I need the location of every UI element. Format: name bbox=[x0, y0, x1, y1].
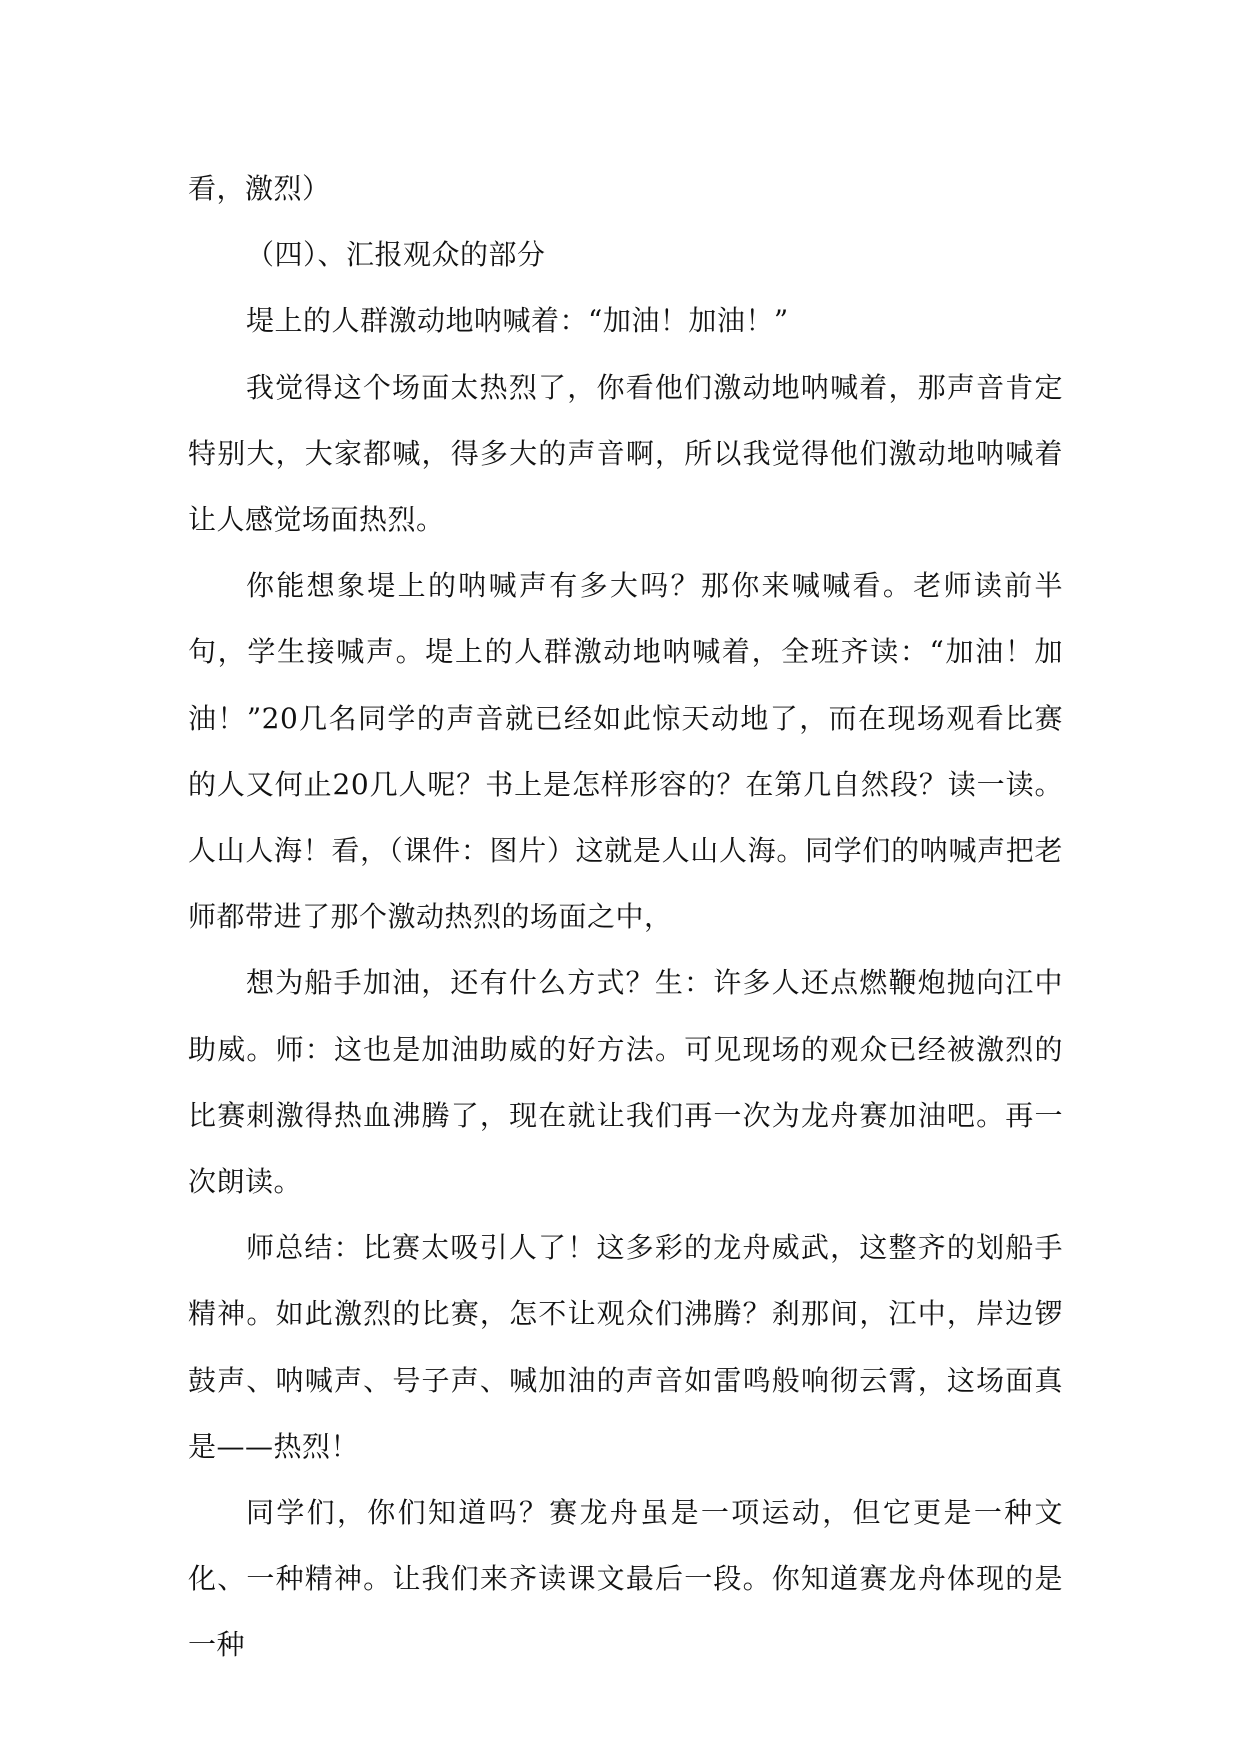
paragraph-continuation: 看，激烈） bbox=[188, 172, 331, 205]
paragraph: 师总结：比赛太吸引人了！这多彩的龙舟威武，这整齐的划船手精神。如此激烈的比赛，怎不让观众们沸腾？刹那间，江中，岸边锣鼓声、呐喊声、号子声、喊加油的声音如雷鸣般响彻云霄，这场面真是——热烈！ bbox=[188, 1231, 1063, 1463]
paragraph-quote: 堤上的人群激动地呐喊着：“加油！加油！” bbox=[246, 304, 789, 338]
section-heading: （四）、汇报观众的部分 bbox=[246, 238, 546, 272]
paragraph: 你能想象堤上的呐喊声有多大吗？那你来喊喊看。老师读前半句，学生接喊声。堤上的人群激动地呐喊着，全班齐读：“加油！加油！”20几名同学的声音就已经如此惊天动地了，而在现场观看比赛的人又何止20几人呢？书上是怎样形容的？在第几自然段？读一读。人山人海！看，（课件：图片）这就是人山人海。同学们的呐喊声把老师都带进了那个激动热烈的场面之中， bbox=[188, 569, 1063, 934]
paragraph: 想为船手加油，还有什么方式？生：许多人还点燃鞭炮抛向江中助威。师：这也是加油助威的好方法。可见现场的观众已经被激烈的比赛刺激得热血沸腾了，现在就让我们再一次为龙舟赛加油吧。再一次朗读。 bbox=[188, 966, 1063, 1199]
paragraph: 我觉得这个场面太热烈了，你看他们激动地呐喊着，那声音肯定特别大，大家都喊，得多大的声音啊，所以我觉得他们激动地呐喊着让人感觉场面热烈。 bbox=[188, 370, 1063, 537]
document-body bbox=[188, 156, 1063, 1679]
paragraph: 同学们，你们知道吗？赛龙舟虽是一项运动，但它更是一种文化、一种精神。让我们来齐读课文最后一段。你知道赛龙舟体现的是一种 bbox=[188, 1496, 1063, 1662]
